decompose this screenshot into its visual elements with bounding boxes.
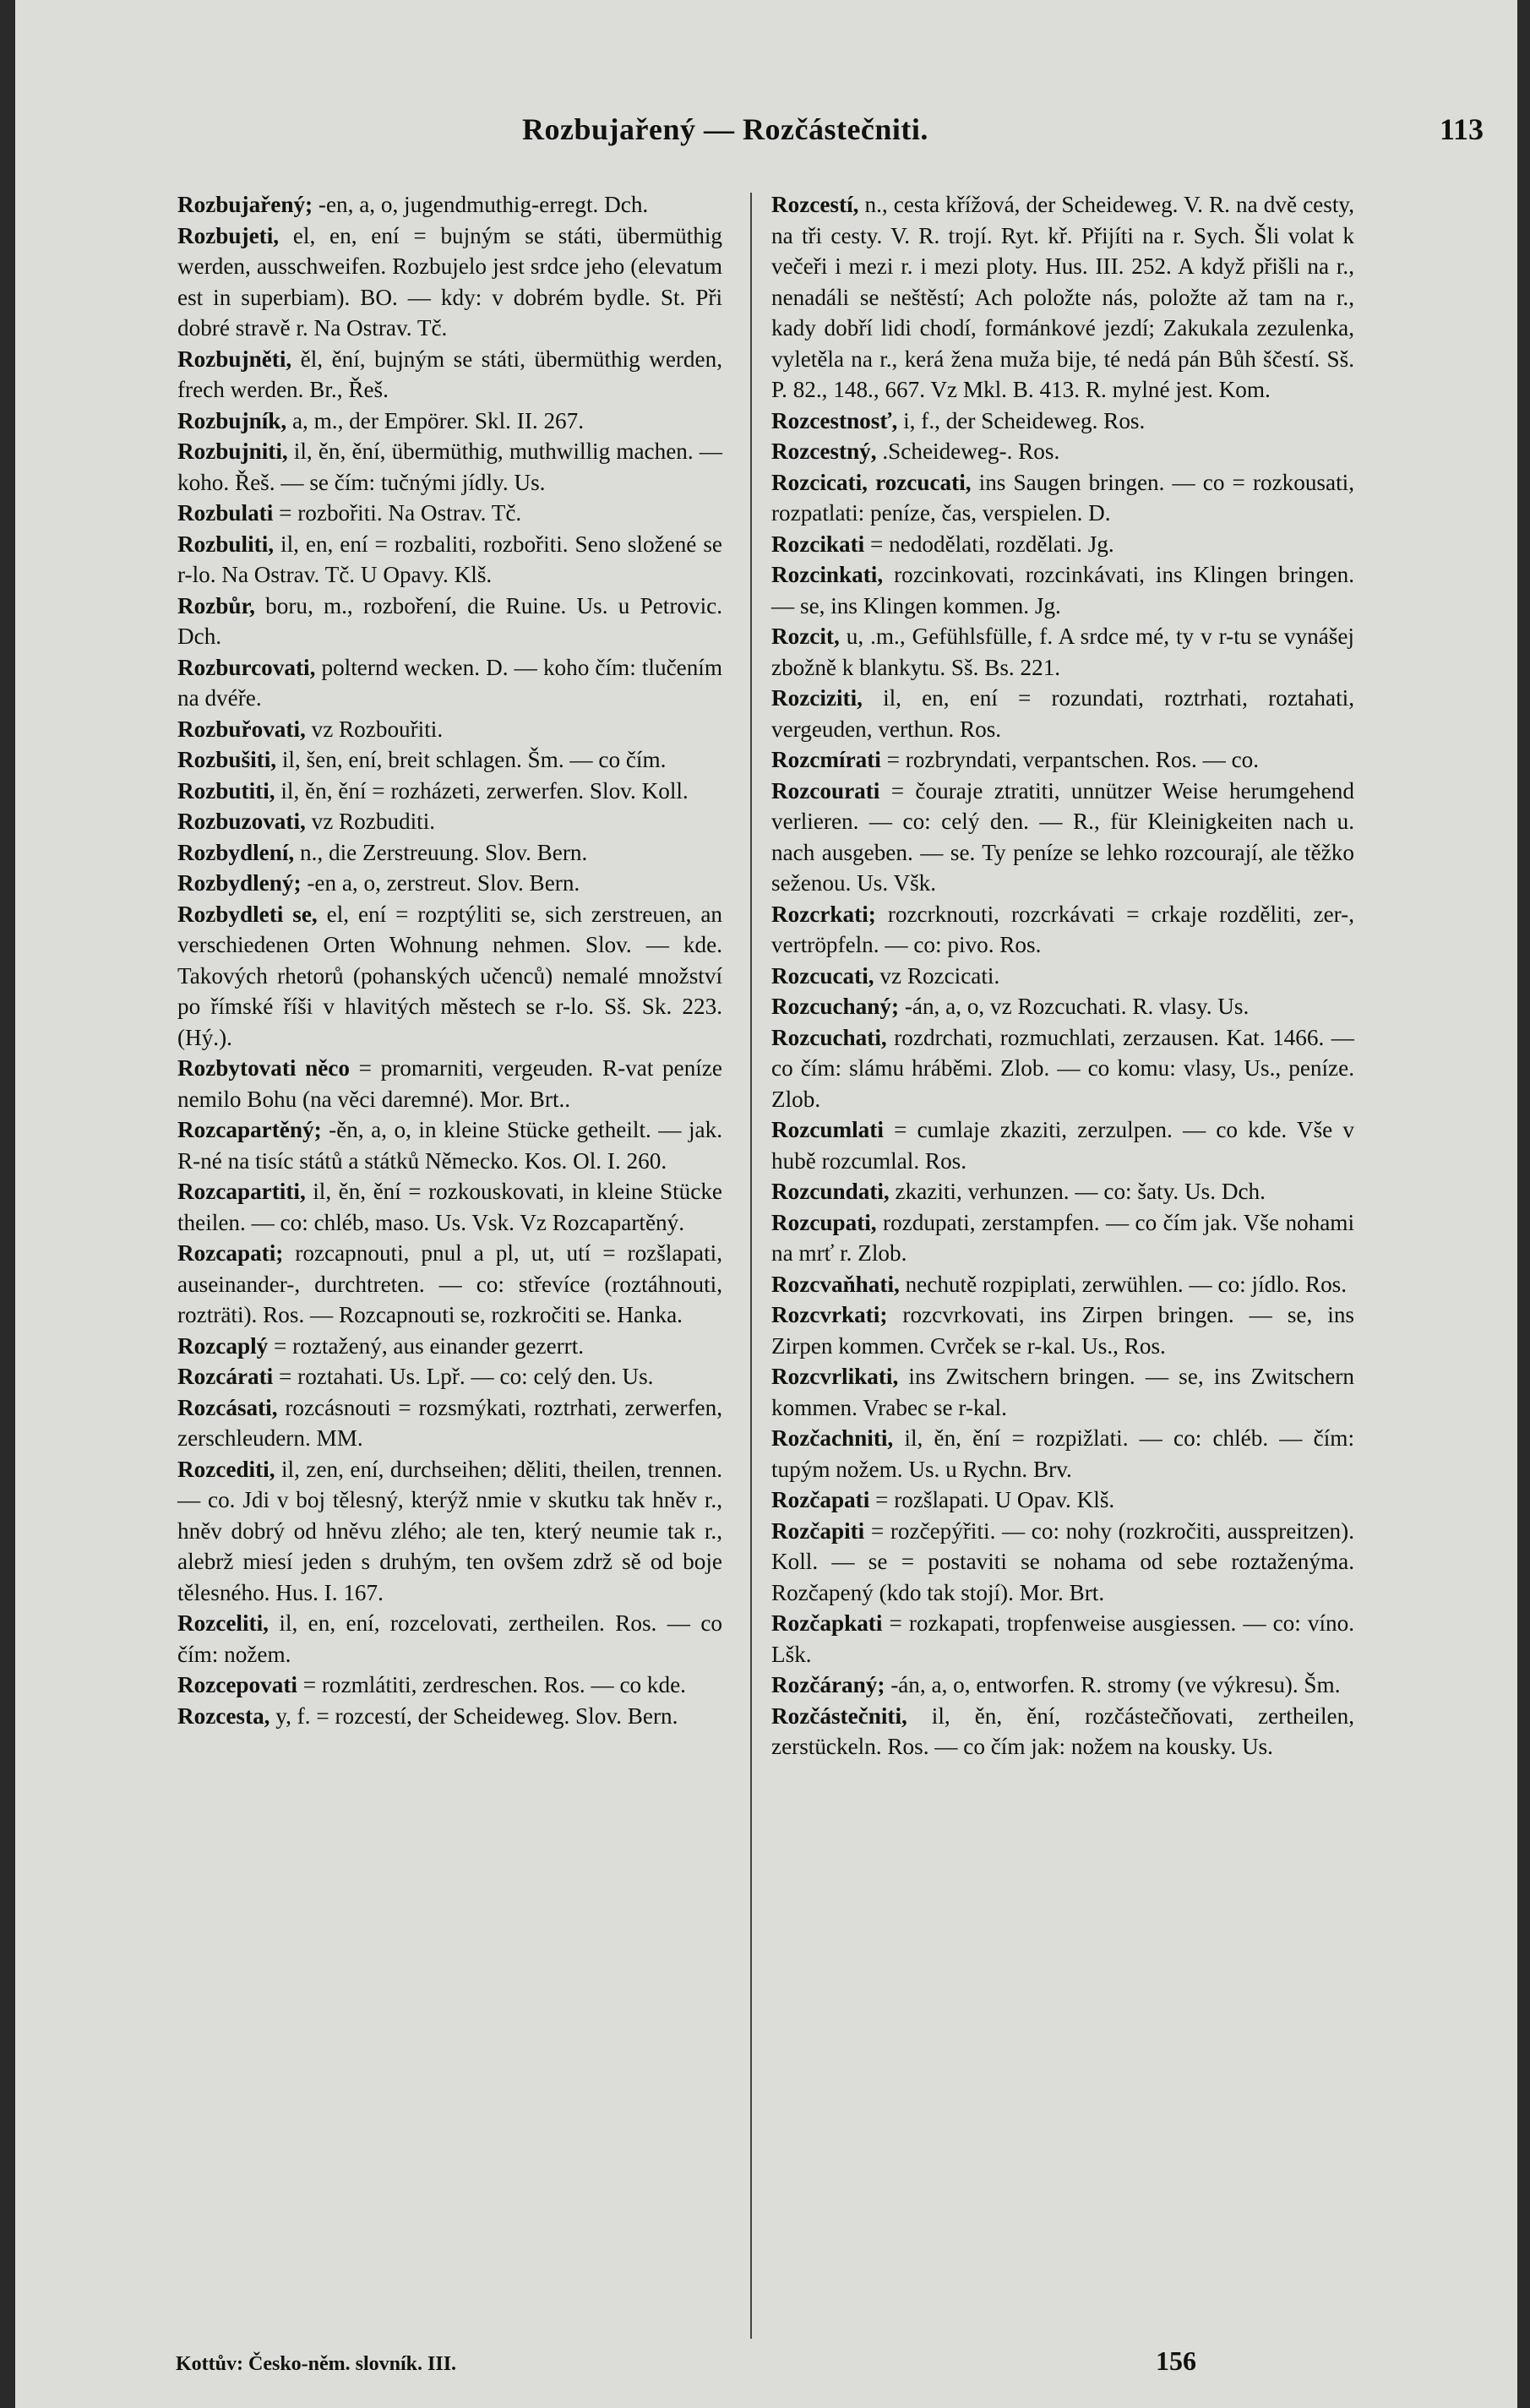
entry-headword: Rozcupati, (771, 1209, 877, 1235)
dictionary-entry (771, 1608, 1354, 1670)
entry-definition: il, en, ení = rozundati, roztrhati, roztahati, vergeuden, verthun. Ros. (771, 685, 1354, 742)
dictionary-entry (771, 467, 1354, 529)
dictionary-entry (177, 1670, 722, 1701)
entry-headword: Rozcucati, (771, 962, 874, 989)
entry-headword: Rozcit, (771, 624, 840, 649)
dictionary-entry (177, 806, 722, 837)
entry-definition: el, en, ení = bujným se státi, übermüthig werden, ausschweifen. Rozbujelo jest srdce jeho (elevatum est in superbiam). BO. — kdy: v dobrém bydle. St. Při dobré stravě r. Na Ostrav. Tč. (177, 222, 722, 340)
entry-definition: ěl, ění, bujným se státi, übermüthig werden, frech werden. Br., Řeš. (177, 346, 722, 402)
entry-headword: Rozbuřovati, (177, 716, 306, 742)
entry-headword: Rozčapkati (771, 1610, 883, 1636)
dictionary-entry (771, 1207, 1354, 1269)
entry-headword: Rozcourati (771, 777, 880, 804)
entry-headword: Rozčapati (771, 1487, 870, 1512)
entry-headword: Rozcvrkati; (771, 1302, 888, 1327)
entry-definition: -ěn, a, o, in kleine Stücke getheilt. — jak. R-né na tisíc států a státků Německo. Kos. Ol. I. 260. (177, 1117, 722, 1174)
dictionary-entry (771, 991, 1354, 1022)
entry-definition: nechutě rozpiplati, zerwühlen. — co: jídlo. Ros. (899, 1271, 1348, 1297)
entry-headword: Rozcestí, (771, 192, 859, 217)
entry-definition: = nedodělati, rozdělati. Jg. (864, 531, 1114, 557)
dictionary-entry (771, 744, 1354, 776)
entry-definition: il, ěn, ění, rozčástečňovati, zertheilen, zerstückeln. Ros. — co čím jak: nožem na kousky. Us. (771, 1702, 1354, 1759)
entry-definition: vz Rozcicati. (874, 962, 1000, 989)
entry-headword: Rozčáraný; (771, 1672, 885, 1697)
entry-headword: Rozčástečniti, (771, 1702, 907, 1729)
footer-source: Kottův: Česko-něm. slovník. III. (176, 2353, 457, 2375)
entry-headword: Rozbuzovati, (177, 809, 306, 834)
entry-definition: = promarniti, vergeuden. R-vat peníze nemilo Bohu (na věci daremné). Mor. Brt.. (177, 1055, 722, 1112)
entry-definition: -án, a, o, entworfen. R. stromy (ve výkresu). Šm. (885, 1672, 1341, 1697)
dictionary-entry (771, 1701, 1354, 1762)
entry-definition: = rozšlapati. U Opav. Klš. (869, 1487, 1115, 1512)
dictionary-entry (177, 406, 722, 437)
dictionary-entry (771, 1299, 1354, 1361)
dictionary-entry (771, 406, 1354, 437)
entry-definition: boru, m., rozboření, die Ruine. Us. u Petrovic. Dch. (177, 592, 722, 649)
entry-headword: Rozcesta, (177, 1702, 270, 1729)
right-column (771, 189, 1354, 1762)
entry-definition: polternd wecken. D. — koho čím: tlučením na dvéře. (177, 654, 722, 711)
entry-headword: Rozcapartiti, (177, 1179, 306, 1204)
entry-definition: il, ěn, ění, übermüthig, muthwillig machen. — koho. Řeš. — se čím: tučnými jídly. Us. (177, 439, 722, 495)
entry-definition: = rozbryndati, verpantschen. Ros. — co. (880, 747, 1260, 772)
entry-definition: = roztahati. Us. Lpř. — co: celý den. Us. (273, 1364, 654, 1389)
dictionary-entry (771, 436, 1354, 467)
entry-definition: = čouraje ztratiti, unnützer Weise herumgehend verlieren. — co: celý den. — R., für Kleinigkeiten nach u. nach ausgeben. — se. Ty peníze se lehko rozcourají, ale těžko seženou. Us. Všk. (771, 777, 1354, 896)
entry-headword: Rozbujník, (177, 407, 287, 433)
dictionary-entry (177, 1114, 722, 1176)
entry-definition: = rozmlátiti, zerdreschen. Ros. — co kde. (297, 1672, 686, 1697)
dictionary-entry (177, 899, 722, 1054)
entry-definition: il, en, ení = rozbaliti, rozbořiti. Seno složené se r-lo. Na Ostrav. Tč. U Opavy. Klš. (177, 531, 722, 587)
entry-headword: Rozbujniti, (177, 439, 288, 464)
entry-headword: Rozcepovati (177, 1672, 297, 1697)
entry-definition: il, šen, ení, breit schlagen. Šm. — co čím. (276, 747, 667, 772)
dictionary-entry (177, 344, 722, 406)
dictionary-entry (771, 1022, 1354, 1115)
dictionary-entry (177, 1454, 722, 1609)
dictionary-entry (177, 1176, 722, 1238)
entry-headword: Rozbutiti, (177, 777, 275, 804)
entry-headword: Rozciziti, (771, 685, 863, 711)
dictionary-entry (771, 1114, 1354, 1176)
entry-headword: Rozbydlení, (177, 839, 295, 865)
entry-definition: vz Rozbuditi. (305, 809, 436, 834)
dictionary-entry (177, 744, 722, 776)
dictionary-entry (177, 1608, 722, 1670)
entry-headword: Rozcvaňhati, (771, 1271, 900, 1297)
entry-headword: Rozcuchaný; (771, 994, 900, 1019)
entry-headword: Rozcaplý (177, 1332, 269, 1359)
entry-headword: Rozcikati (771, 531, 865, 557)
entry-definition: = rozbořiti. Na Ostrav. Tč. (273, 500, 522, 526)
entry-definition: rozcapnouti, pnul a pl, ut, utí = rozšlapati, auseinander-, durchtreten. — co: střevíce (roztáhnouti, rozträti). Ros. — Rozcapnouti se, rozkročiti se. Hanka. (177, 1240, 722, 1327)
left-column (177, 189, 722, 1731)
dictionary-entry (771, 683, 1354, 744)
entry-headword: Rozcundati, (771, 1179, 890, 1204)
entry-definition: = roztažený, aus einander gezerrt. (268, 1332, 585, 1359)
entry-definition: .Scheideweg-. Ros. (876, 439, 1060, 464)
footer-signature: 156 (1156, 2345, 1196, 2376)
dictionary-entry (771, 1176, 1354, 1207)
dictionary-entry (177, 652, 722, 714)
entry-definition: rozdrchati, rozmuchlati, zerzausen. Kat. 1466. — co čím: slámu hráběmi. Zlob. — co komu: vlasy, Us., peníze. Zlob. (771, 1024, 1354, 1112)
entry-definition: -en, a, o, jugendmuthig-erregt. Dch. (313, 192, 649, 217)
entry-headword: Rozcásati, (177, 1394, 278, 1420)
entry-headword: Rozburcovati, (177, 654, 316, 680)
dictionary-entry (177, 1392, 722, 1454)
entry-definition: a, m., der Empörer. Skl. II. 267. (286, 407, 585, 433)
dictionary-entry (177, 498, 722, 529)
entry-headword: Rozcvrlikati, (771, 1364, 899, 1389)
entry-headword: Rozbušiti, (177, 747, 277, 772)
dictionary-entry (177, 1361, 722, 1392)
dictionary-entry (771, 189, 1354, 406)
page-number: 113 (1439, 112, 1484, 146)
dictionary-entry (771, 621, 1354, 683)
dictionary-entry (771, 1670, 1354, 1701)
entry-headword: Rozcediti, (177, 1456, 275, 1482)
entry-definition: = rozčepýřiti. — co: nohy (rozkročiti, ausspreitzen). Koll. — se = postaviti se nohama od sebe roztaženýma. Rozčapený (kdo tak stojí). Mor. Brt. (771, 1517, 1354, 1605)
dictionary-entry (177, 1331, 722, 1362)
entry-definition: y, f. = rozcestí, der Scheideweg. Slov. Bern. (270, 1702, 678, 1729)
entry-headword: Rozčachniti, (771, 1425, 894, 1451)
running-title: Rozbujařený — Rozčástečniti. (522, 112, 928, 146)
entry-definition: ins Saugen bringen. — co = rozkousati, rozpatlati: peníze, čas, verspielen. D. (771, 469, 1354, 526)
entry-definition: il, ěn, ění = rozkouskovati, in kleine Stücke theilen. — co: chléb, maso. Us. Vsk. Vz Rozcapartěný. (177, 1179, 722, 1235)
entry-headword: Rozcestnosť, (771, 407, 898, 433)
entry-definition: rozcrknouti, rozcrkávati = crkaje rozděliti, zer-, vertröpfeln. — co: pivo. Ros. (771, 901, 1354, 957)
entry-headword: Rozceliti, (177, 1610, 269, 1636)
entry-headword: Rozbuliti, (177, 531, 275, 557)
dictionary-entry (771, 1423, 1354, 1485)
dictionary-entry (771, 961, 1354, 992)
entry-definition: -án, a, o, vz Rozcuchati. R. vlasy. Us. (899, 994, 1250, 1019)
entry-headword: Rozbytovati něco (177, 1055, 350, 1081)
entry-definition: i, f., der Scheideweg. Ros. (897, 407, 1146, 433)
entry-headword: Rozbydlený; (177, 870, 302, 896)
entry-definition: rozcinkovati, rozcinkávati, ins Klingen bringen. — se, ins Klingen kommen. Jg. (771, 562, 1354, 618)
entry-headword: Rozcinkati, (771, 562, 884, 587)
entry-headword: Rozcárati (177, 1364, 274, 1389)
dictionary-entry (771, 1361, 1354, 1423)
entry-headword: Rozbulati (177, 500, 274, 526)
dictionary-entry (771, 1516, 1354, 1609)
entry-definition: zkaziti, verhunzen. — co: šaty. Us. Dch. (889, 1179, 1266, 1204)
dictionary-entry (771, 1269, 1354, 1300)
dictionary-entry (177, 837, 722, 869)
entry-definition: rozcásnouti = rozsmýkati, roztrhati, zerwerfen, zerschleudern. MM. (177, 1394, 722, 1451)
entry-headword: Rozcapartěný; (177, 1117, 322, 1142)
dictionary-entry (177, 529, 722, 591)
entry-headword: Rozčapiti (771, 1517, 865, 1544)
dictionary-entry (771, 1485, 1354, 1516)
entry-headword: Rozcumlati (771, 1117, 884, 1142)
dictionary-entry (177, 591, 722, 652)
entry-definition: u, .m., Gefühlsfülle, f. A srdce mé, ty v r-tu se vynášej zbožně k blankytu. Sš. Bs. 221. (771, 624, 1354, 680)
entry-definition: = rozkapati, tropfenweise ausgiessen. — co: víno. Lšk. (771, 1610, 1354, 1667)
entry-definition: rozdupati, zerstampfen. — co čím jak. Vše nohami na mrť r. Zlob. (771, 1209, 1354, 1266)
entry-definition: n., cesta křížová, der Scheideweg. V. R. na dvě cesty, na tři cesty. V. R. trojí. Ryt. kř. Přijíti na r. Sych. Šli volat k večeři i mezi r. i mezi ploty. Hus. III. 252. A když přišli na r., nenadáli se neštěstí; Ach položte nás, položte až tam na r., kady dobří lidi chodí, formánkové jezdí; Zakukala zezulenka, vyletěla na r., kerá žena muža bije, té nedá pán Bůh ščestí. Sš. P. 82., 148., 667. Vz Mkl. B. 413. R. mylné jest. Kom. (771, 192, 1354, 402)
column-divider (750, 193, 752, 2339)
entry-definition: -en a, o, zerstreut. Slov. Bern. (301, 870, 580, 896)
dictionary-entry (177, 221, 722, 344)
dictionary-entry (177, 1053, 722, 1114)
entry-definition: rozcvrkovati, ins Zirpen bringen. — se, ins Zirpen kommen. Cvrček se r-kal. Us., Ros. (771, 1302, 1354, 1359)
entry-headword: Rozbujeti, (177, 222, 280, 248)
dictionary-entry (177, 436, 722, 498)
entry-headword: Rozcuchati, (771, 1024, 887, 1050)
entry-headword: Rozbujařený; (177, 192, 313, 217)
dictionary-entry (177, 1238, 722, 1331)
entry-definition: el, ení = rozptýliti se, sich zerstreuen, an verschiedenen Orten Wohnung nehmen. Slov. — kde. Takových rhetorů (pohanských učenců) nemalé množství po římské říši v hlavitých městech se r-lo. Sš. Sk. 223. (Hý.). (177, 901, 722, 1050)
entry-headword: Rozcrkati; (771, 901, 876, 927)
entry-definition: ins Zwitschern bringen. — se, ins Zwitschern kommen. Vrabec se r-kal. (771, 1364, 1354, 1420)
dictionary-entry (771, 559, 1354, 621)
dictionary-entry (177, 714, 722, 745)
entry-headword: Rozcicati, rozcucati, (771, 469, 972, 495)
dictionary-page (15, 0, 1517, 2408)
entry-definition: il, ěn, ění = rozpižlati. — co: chléb. — čím: tupým nožem. Us. u Rychn. Brv. (771, 1425, 1354, 1482)
page-header (15, 103, 1517, 154)
entry-definition: vz Rozbouřiti. (305, 716, 444, 742)
entry-headword: Rozcmírati (771, 747, 881, 772)
dictionary-entry (771, 776, 1354, 899)
entry-definition: il, ěn, ění = rozházeti, zerwerfen. Slov. Koll. (275, 777, 689, 804)
dictionary-entry (177, 776, 722, 807)
entry-headword: Rozbůr, (177, 592, 255, 618)
entry-headword: Rozbujněti, (177, 346, 292, 372)
dictionary-entry (177, 189, 722, 221)
dictionary-entry (771, 529, 1354, 560)
dictionary-entry (177, 868, 722, 899)
dictionary-entry (771, 899, 1354, 961)
entry-headword: Rozbydleti se, (177, 901, 318, 927)
entry-headword: Rozcestný, (771, 439, 877, 464)
entry-definition: il, en, ení, rozcelovati, zertheilen. Ros. — co čím: nožem. (177, 1610, 722, 1667)
entry-definition: = cumlaje zkaziti, zerzulpen. — co kde. Vše v hubě rozcumlal. Ros. (771, 1117, 1354, 1174)
entry-headword: Rozcapati; (177, 1240, 284, 1266)
dictionary-entry (177, 1701, 722, 1732)
entry-definition: n., die Zerstreuung. Slov. Bern. (294, 839, 588, 865)
entry-definition: il, zen, ení, durchseihen; děliti, theilen, trennen. — co. Jdi v boj tělesný, kterýž nmie v skutku tak hněv r., hněv dobrý od hněvu zlého; ale ten, který neumie tak r., alebrž miesí jeden s druhým, ten ovšem zdrž sě od boje tělesného. Hus. I. 167. (177, 1456, 722, 1605)
